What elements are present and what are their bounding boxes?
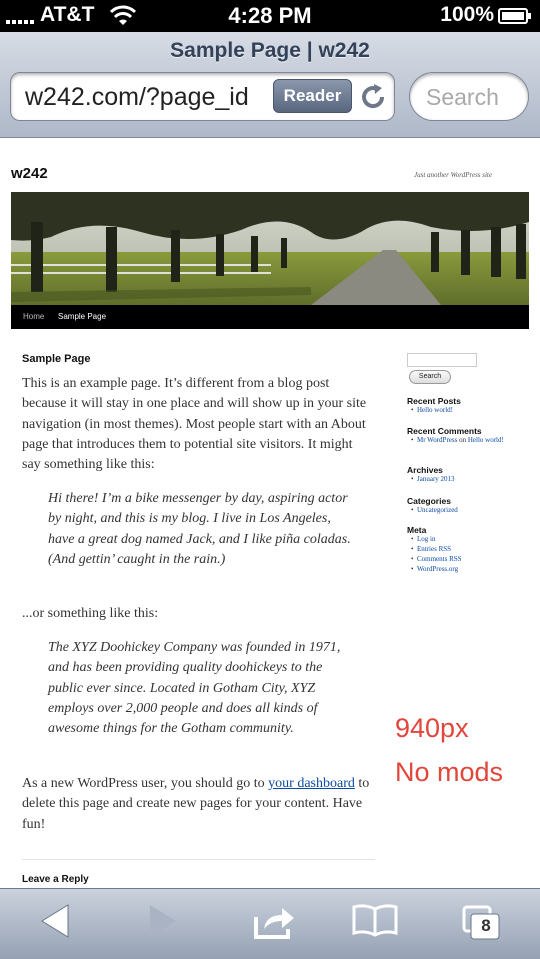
list-item[interactable]: • Hello world! [412,405,512,415]
battery-icon [498,8,532,24]
widget-title: Recent Comments [407,426,482,436]
meta-list [412,534,512,574]
widget-title: Categories [407,496,451,506]
entry-text: to delete this page and create new pages for your content. Have fun! [22,776,370,832]
sidebar-search-input[interactable] [407,353,477,367]
sidebar-search-button[interactable]: Search [409,370,451,384]
comment-on-text: on [457,436,468,444]
entry-text: As a new WordPress user, you should go to [22,776,269,791]
reply-heading: Leave a Reply [22,874,89,885]
browser-chrome [0,32,540,138]
entry-paragraph [22,774,372,835]
share-icon[interactable] [252,903,296,941]
header-image [11,192,529,305]
categories-list [412,505,512,515]
list-item[interactable]: • Entries RSS [412,544,512,554]
comment-post-link[interactable]: Hello world! [467,436,504,444]
archives-list [412,474,512,484]
widget-title: Recent Posts [407,396,461,406]
dashboard-link[interactable]: your dashboard [268,776,355,791]
entry-paragraph: ...or something like this: [22,606,159,621]
clock: 4:28 PM [228,3,312,28]
comment-author-link[interactable]: Mr WordPress [417,436,458,444]
carrier-name: AT&T [40,3,95,26]
browser-toolbar [0,888,540,959]
tree-avenue-illustration [11,192,529,305]
nav-item-sample-page[interactable]: Sample Page [58,312,107,321]
tabs-count: 8 [481,916,491,935]
list-item [412,435,507,445]
site-navigation [11,305,529,329]
list-item[interactable]: • Comments RSS [412,554,512,564]
address-bar-text: w242.com/?page_id [25,83,249,111]
forward-icon[interactable] [148,903,178,939]
widget-title: Archives [407,465,443,475]
reader-button[interactable]: Reader [273,79,352,113]
entry-blockquote: Hi there! I’m a bike messenger by day, aspiring actor by night, and this is my blog. I live in Los Angeles, have a great dog named Jack, and I like piña coladas. (And gettin’ caught in the rain.) [48,491,351,567]
search-placeholder: Search [426,84,499,110]
list-item[interactable]: • WordPress.org [412,564,512,574]
site-description: Just another WordPress site [414,171,492,179]
list-item[interactable]: • Uncategorized [412,505,512,515]
search-input[interactable] [409,72,529,121]
bookmarks-icon[interactable] [352,903,398,937]
widget-title: Meta [407,525,427,535]
entry-blockquote: The XYZ Doohickey Company was founded in 1971, and has been providing quality doohickeys to the public ever since. Located in Gotham City, XYZ employs over 2,000 people and does all kinds of awesome things for the Gotham community. [48,640,341,737]
back-icon[interactable] [40,903,70,939]
nav-item-home[interactable]: Home [23,312,45,321]
list-item[interactable]: • January 2013 [412,474,512,484]
annotation-width: 940px [395,713,469,743]
annotation-note: No mods [395,757,504,787]
reload-icon[interactable] [358,82,388,112]
entry-paragraph: This is an example page. It’s different from a blog post because it will stay in one place and will show up in your site navigation (in most themes). Most people start with an About page that introduces them to potential site visitors. It might say something like this: [22,376,367,473]
battery-percent: 100% [440,3,494,26]
recent-comments-list [412,435,507,445]
web-page[interactable] [0,139,540,888]
page-title: Sample Page | w242 [170,39,370,62]
address-bar[interactable] [10,72,395,121]
recent-posts-list [412,405,512,415]
status-bar [0,0,540,32]
entry-title: Sample Page [22,353,91,365]
list-item[interactable]: • Log in [412,534,512,544]
site-title[interactable]: w242 [11,165,48,182]
divider [22,859,375,860]
